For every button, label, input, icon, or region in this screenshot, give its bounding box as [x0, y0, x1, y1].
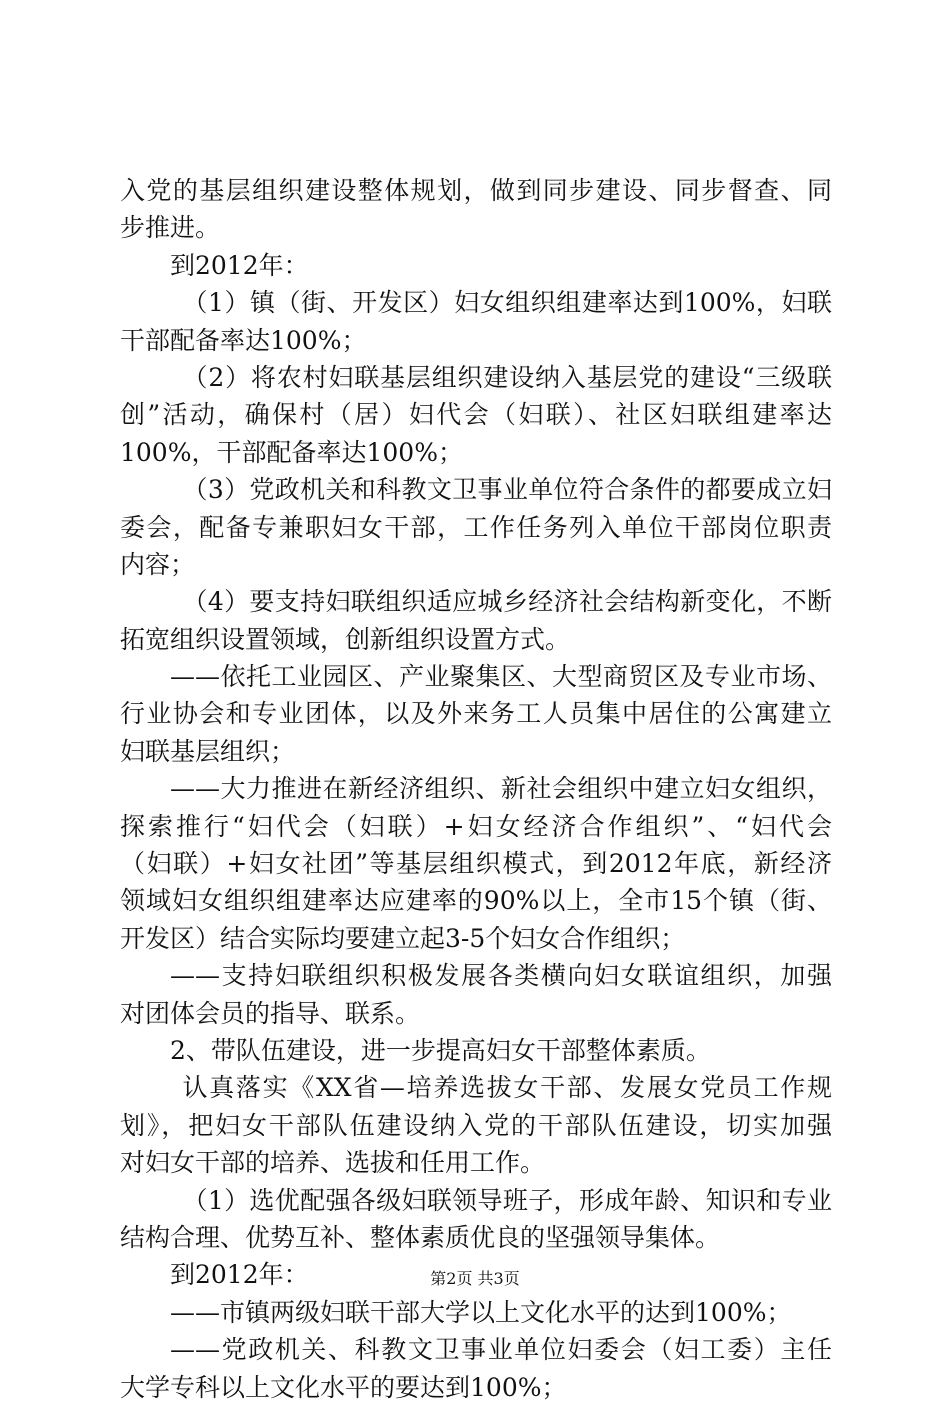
- text-line: 领域妇女组织组建率达应建率的90%以上，全市15个镇（街、: [120, 886, 832, 916]
- text-line: 100%，干部配备率达100%；: [120, 437, 463, 467]
- text-line: 探索推行“妇代会（妇联）+妇女经济合作组织”、“妇代会: [120, 811, 832, 841]
- text-line: （4）要支持妇联组织适应城乡经济社会结构新变化，不断: [182, 587, 832, 617]
- text-line: ——支持妇联组织积极发展各类横向妇女联谊组织，加强: [170, 961, 832, 991]
- text-line: （妇联）+妇女社团”等基层组织模式，到2012年底，新经济: [120, 849, 832, 879]
- text-line: 委会，配备专兼职妇女干部，工作任务列入单位干部岗位职责: [120, 512, 832, 542]
- text-line: 入党的基层组织建设整体规划，做到同步建设、同步督查、同: [120, 176, 832, 205]
- text-line: 内容；: [120, 549, 196, 579]
- text-line: ——依托工业园区、产业聚集区、大型商贸区及专业市场、: [170, 662, 832, 692]
- text-line: 对团体会员的指导、联系。: [120, 998, 421, 1028]
- text-line: 妇联基层组织；: [120, 736, 296, 766]
- text-line: 划》，把妇女干部队伍建设纳入党的干部队伍建设，切实加强: [120, 1110, 832, 1140]
- text-line: 拓宽组织设置领域，创新组织设置方式。: [120, 624, 571, 654]
- page-footer: [0, 1268, 950, 1290]
- text-line: （2）将农村妇联基层组织建设纳入基层党的建设“三级联: [182, 362, 832, 392]
- text-line: （1）镇（街、开发区）妇女组织组建率达到100%，妇联: [182, 288, 832, 318]
- text-line: 到2012年：: [170, 1260, 309, 1290]
- text-line: 对妇女干部的培养、选拔和任用工作。: [120, 1148, 546, 1178]
- text-line: ——大力推进在新经济组织、新社会组织中建立妇女组织，: [170, 774, 832, 804]
- text-line: 结构合理、优势互补、整体素质优良的坚强领导集体。: [120, 1222, 721, 1252]
- text-line: （3）党政机关和科教文卫事业单位符合条件的都要成立妇: [182, 475, 832, 505]
- text-line: 创”活动，确保村（居）妇代会（妇联）、社区妇联组建率达: [120, 400, 832, 430]
- text-line: ——党政机关、科教文卫事业单位妇委会（妇工委）主任: [170, 1335, 832, 1365]
- text-line: 开发区）结合实际均要建立起3-5个妇女合作组织；: [120, 923, 686, 953]
- text-line: 大学专科以上文化水平的要达到100%；: [120, 1372, 567, 1402]
- page-number: 第2页 共3页: [430, 1269, 520, 1288]
- text-line: 认真落实《XX省—培养选拔女干部、发展女党员工作规: [182, 1073, 832, 1103]
- text-line: ——市镇两级妇联干部大学以上文化水平的达到100%；: [170, 1297, 792, 1327]
- text-line: 干部配备率达100%；: [120, 325, 367, 355]
- document-body: [120, 172, 832, 1406]
- text-line: 到2012年：: [170, 250, 309, 280]
- text-line: 行业协会和专业团体，以及外来务工人员集中居住的公寓建立: [120, 699, 832, 729]
- text-line: 2、带队伍建设，进一步提高妇女干部整体素质。: [170, 1035, 711, 1065]
- text-line: （1）选优配强各级妇联领导班子，形成年龄、知识和专业: [182, 1185, 832, 1215]
- text-line: 步推进。: [120, 213, 221, 243]
